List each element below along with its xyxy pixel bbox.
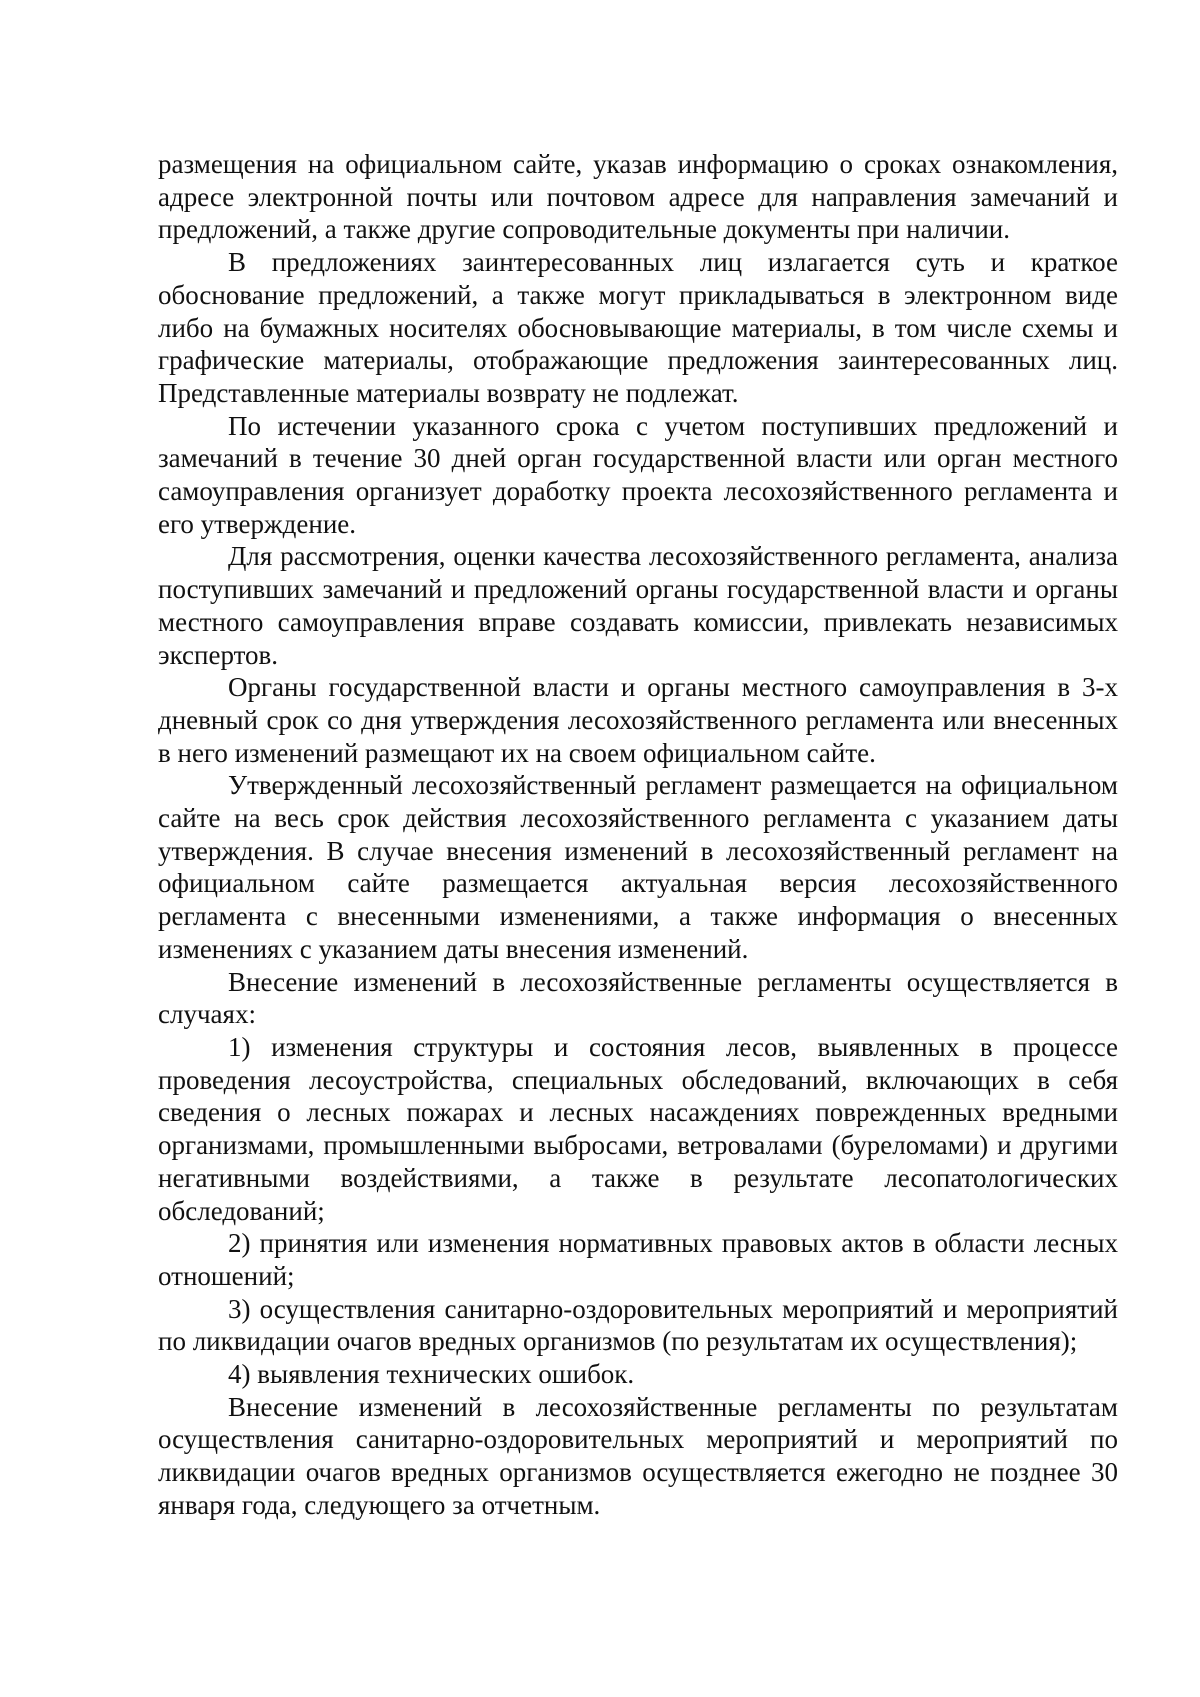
list-item-1: 1) изменения структуры и состояния лесов, выявленных в процессе проведения лесоустройства, специальных обследований, включающих в себя сведения о лесных пожарах и лесных насаждениях поврежденных вредными организмами, промышленными выбросами, ветровалами (буреломами) и другими негативными воздействиями, а также в результате лесопатологических обследований; <box>158 1031 1118 1226</box>
paragraph-approved-regulation: Утвержденный лесохозяйственный регламент размещается на официальном сайте на весь срок действия лесохозяйственного регламента с указанием даты утверждения. В случае внесения изменений в лесохозяйственный регламент на официальном сайте размещается актуальная версия лесохозяйственного регламента с внесенными изменениями, а также информация о внесенных изменениях с указанием даты внесения изменений. <box>158 770 1118 964</box>
paragraph-publication-term: Органы государственной власти и органы местного самоуправления в 3-х дневный срок со дня утверждения лесохозяйственного регламента или внесенных в него изменений размещают их на своем официальном сайте. <box>158 672 1118 768</box>
document-body <box>158 148 1118 1522</box>
paragraph-proposals-content: В предложениях заинтересованных лиц излагается суть и краткое обоснование предложений, а также могут прикладываться в электронном виде либо на бумажных носителях обосновывающие материалы, в том числе схемы и графические материалы, отображающие предложения заинтересованных лиц. Представленные материалы возврату не подлежат. <box>158 247 1118 408</box>
paragraph-annual-amendments: Внесение изменений в лесохозяйственные регламенты по результатам осуществления санитарно-оздоровительных мероприятий и мероприятий по ликвидации очагов вредных организмов осуществляется ежегодно не позднее 30 января года, следующего за отчетным. <box>158 1391 1118 1520</box>
list-item-4: 4) выявления технических ошибок. <box>228 1359 635 1390</box>
paragraph-continuation: размещения на официальном сайте, указав информацию о сроках ознакомления, адресе электронной почты или почтовом адресе для направления замечаний и предложений, а также другие сопроводительные документы при наличии. <box>158 149 1118 245</box>
paragraph-amendment-cases-intro: Внесение изменений в лесохозяйственные регламенты осуществляется в случаях: <box>158 966 1118 1030</box>
list-item-3: 3) осуществления санитарно-оздоровительных мероприятий и мероприятий по ликвидации очагов вредных организмов (по результатам их осуществления); <box>158 1293 1118 1357</box>
paragraph-commissions: Для рассмотрения, оценки качества лесохозяйственного регламента, анализа поступивших замечаний и предложений органы государственной власти и органы местного самоуправления вправе создавать комиссии, привлекать независимых экспертов. <box>158 541 1118 670</box>
paragraph-revision-deadline: По истечении указанного срока с учетом поступивших предложений и замечаний в течение 30 дней орган государственной власти или орган местного самоуправления организует доработку проекта лесохозяйственного регламента и его утверждение. <box>158 410 1118 539</box>
list-item-2: 2) принятия или изменения нормативных правовых актов в области лесных отношений; <box>158 1228 1118 1291</box>
